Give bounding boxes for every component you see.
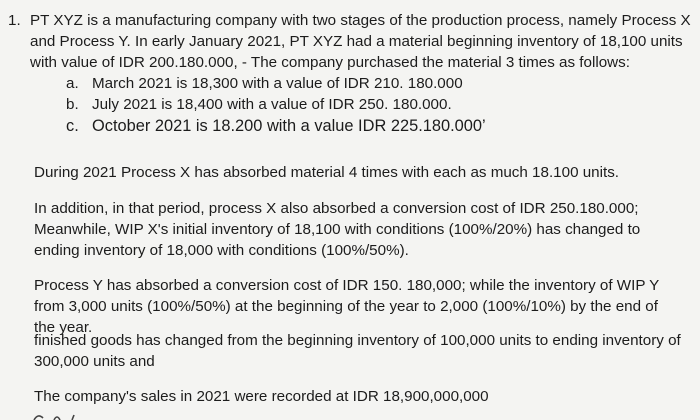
purchase-text: March 2021 is 18,300 with a value of IDR 210. 180.000 — [92, 75, 463, 92]
paragraph-absorbed-material: During 2021 Process X has absorbed material 4 times with each as much 18.100 units. — [34, 164, 620, 181]
purchase-label: b. — [66, 96, 79, 113]
purchase-list — [66, 73, 692, 137]
paragraph-sales: The company's sales in 2021 were recorded at IDR 18,900,000,000 — [34, 388, 489, 405]
purchase-text: July 2021 is 18,400 with a value of IDR 250. 180.000. — [92, 96, 452, 113]
question-number: 1. — [8, 12, 21, 29]
purchase-item-c — [66, 115, 692, 137]
purchase-text: October 2021 is 18.200 with a value IDR 225.180.000’ — [92, 117, 486, 135]
question-1 — [8, 10, 692, 137]
purchase-label: c. — [66, 117, 79, 135]
question-header — [8, 10, 692, 73]
purchase-item-a — [66, 73, 692, 94]
question-intro: PT XYZ is a manufacturing company with two stages of the production process, namely Process X and Process Y. In early January 2021, PT XYZ had a material beginning inventory of 18,100 units with value of IDR 200.180.000, - The company purchased the material 3 times as follows: — [30, 12, 691, 71]
purchase-label: a. — [66, 75, 79, 92]
purchase-item-b — [66, 94, 692, 115]
paragraph-conversion-x: In addition, in that period, process X also absorbed a conversion cost of IDR 250.180.000; Meanwhile, WIP X's initial inventory of 18,100 with conditions (100%/20%) has changed to ending inventory of 18,000 with conditions (100%/50%). — [34, 200, 641, 259]
paragraph-finished-goods: finished goods has changed from the beginning inventory of 100,000 units to ending inventory of 300,000 units and — [34, 332, 681, 370]
paragraph-process-y: Process Y has absorbed a conversion cost of IDR 150. 180,000; while the inventory of WIP Y from 3,000 units (100%/50%) at the beginning of the year to 2,000 (100%/10%) by the end of the year. — [34, 277, 660, 336]
